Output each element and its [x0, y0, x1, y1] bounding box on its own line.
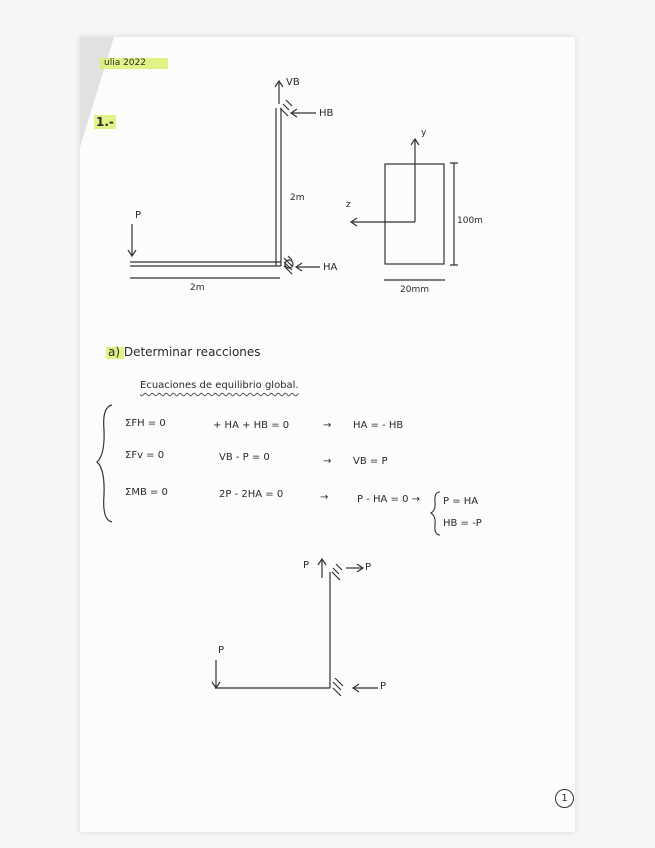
label-hb: HB	[319, 108, 334, 119]
eq2-expr: VB - P = 0	[219, 452, 270, 463]
label-p: P	[135, 210, 142, 221]
label-vertical-length: 2m	[290, 193, 305, 203]
eq3-arrow: →	[320, 492, 329, 503]
eq3-sum: ΣMB = 0	[125, 487, 168, 498]
label-horizontal-length: 2m	[190, 283, 205, 293]
eq2-result: VB = P	[353, 456, 388, 467]
label-vb: VB	[286, 77, 300, 88]
section-a-subtitle: Ecuaciones de equilibrio global.	[140, 380, 299, 391]
final-result-1: P = HA	[443, 496, 479, 507]
section-a-title: a) Determinar reacciones	[108, 345, 261, 359]
eq3-result: P - HA = 0 →	[357, 494, 421, 505]
eq3-expr: 2P - 2HA = 0	[219, 489, 284, 500]
page-number: 1	[555, 789, 574, 808]
problem-number: 1.-	[96, 115, 114, 129]
label-section-height: 100m	[457, 216, 483, 226]
label-axis-z: z	[346, 200, 351, 210]
d2-label-p-right: P	[365, 562, 372, 573]
final-result-2: HB = -P	[443, 518, 482, 529]
eq2-arrow: →	[323, 456, 332, 467]
label-section-width: 20mm	[400, 285, 429, 295]
eq1-expr: + HA + HB = 0	[213, 420, 290, 431]
d2-label-p-bottom: P	[380, 681, 387, 692]
eq1-result: HA = - HB	[353, 420, 404, 431]
eq2-sum: ΣFv = 0	[125, 450, 165, 461]
d2-label-p-top: P	[303, 560, 310, 571]
d2-label-p-left: P	[218, 645, 225, 656]
eq1-arrow: →	[323, 420, 332, 431]
label-ha: HA	[323, 262, 338, 273]
eq1-sum: ΣFH = 0	[125, 418, 166, 429]
header-date: ulia 2022	[104, 58, 146, 68]
label-axis-y: y	[421, 128, 427, 138]
